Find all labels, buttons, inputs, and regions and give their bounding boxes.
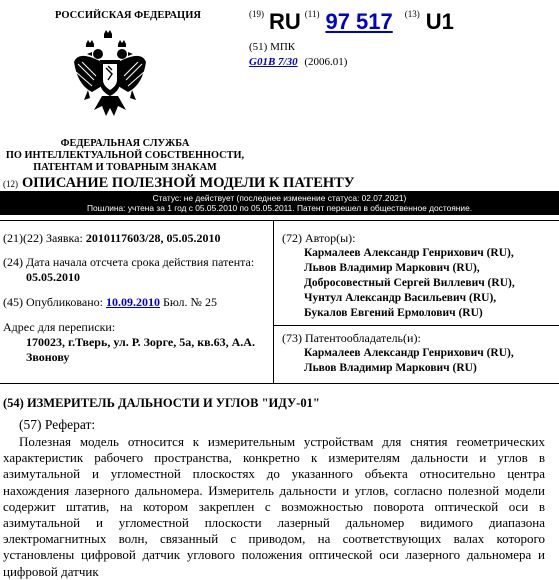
abstract-text: Полезная модель относится к измерительным устройствам для снятия геометрических характеристик рабочего пространства, конкретно к измерителям дальности и углов в азимутальной и угломестной плоскостях до указанного объекта относительно центра нахождения лазерного дальномера. Измеритель дальности и углов, согласно полезной модели содержит штатив, на котором закреплен с возможностью поворота оптической оси в азимутальной и угломестной плоскости лазерный дальномер видимого диапазона электромагнитных волн, связанный с приводом, на соответствующих валах которого установлены цифровой датчик углового положения оптической оси лазерного дальномера и цифровой датчик bbox=[3, 434, 545, 579]
address-line: 170023, г.Тверь, ул. Р. Зорге, 5а, кв.63, А.А. bbox=[26, 335, 255, 349]
ipc-label: (51) МПК bbox=[249, 41, 296, 53]
author-name: Чунтул Александр Васильевич (RU), bbox=[304, 292, 497, 304]
address-label: Адрес для переписки: bbox=[3, 320, 116, 334]
document-title: (12) ОПИСАНИЕ ПОЛЕЗНОЙ МОДЕЛИ К ПАТЕНТУ bbox=[3, 175, 355, 191]
divider bbox=[0, 383, 559, 384]
patent-number-link[interactable]: 97 517 bbox=[325, 9, 393, 34]
author-name: Добросовестный Сергей Виллевич (RU), bbox=[304, 277, 515, 289]
country-name: РОССИЙСКАЯ ФЕДЕРАЦИЯ bbox=[55, 10, 201, 21]
divider bbox=[0, 220, 559, 221]
invention-title: (54) ИЗМЕРИТЕЛЬ ДАЛЬНОСТИ И УГЛОВ "ИДУ-01" bbox=[3, 396, 320, 410]
address-line: Звонову bbox=[26, 350, 70, 364]
column-divider bbox=[273, 220, 274, 383]
owner-name: Львов Владимир Маркович (RU) bbox=[304, 362, 477, 374]
ipc-classification: G01B 7/30 (2006.01) bbox=[249, 56, 348, 68]
owners-list bbox=[304, 346, 514, 376]
author-name: Букалов Евгений Ермолович (RU) bbox=[304, 307, 483, 319]
document-kind: U1 bbox=[425, 9, 454, 34]
authors-label: (72) Автор(ы): bbox=[282, 231, 356, 245]
owners-label: (73) Патентообладатель(и): bbox=[282, 331, 421, 345]
country-code: RU bbox=[269, 9, 301, 34]
application-field: (21)(22) Заявка: 2010117603/28, 05.05.2010 bbox=[3, 231, 221, 245]
owner-name: Кармалеев Александр Генрихович (RU), bbox=[304, 347, 514, 359]
coat-of-arms-emblem bbox=[72, 28, 148, 124]
divider bbox=[273, 325, 559, 326]
fee-line: Пошлина: учтена за 1 год с 05.05.2010 по 05.05.2011. Патент перешел в общественное достояние. bbox=[86, 203, 473, 213]
ipc-class-link[interactable]: G01B 7/30 bbox=[249, 56, 298, 68]
start-date-value: 05.05.2010 bbox=[26, 270, 80, 284]
publication-date-link[interactable]: 10.09.2010 bbox=[105, 295, 160, 309]
publication-field: (45) Опубликовано: 10.09.2010 Бюл. № 25 bbox=[3, 295, 217, 309]
status-bar bbox=[0, 191, 559, 215]
author-name: Кармалеев Александр Генрихович (RU), bbox=[304, 247, 514, 259]
abstract-label: (57) Реферат: bbox=[19, 417, 96, 432]
patent-number-block: $^{(19)}$ RU $^{(11)}$ 97 517 $^{(13)}$ U1 bbox=[249, 9, 454, 34]
agency-name: ФЕДЕРАЛЬНАЯ СЛУЖБА ПО ИНТЕЛЛЕКТУАЛЬНОЙ СОБСТВЕННОСТИ, ПАТЕНТАМ И ТОВАРНЫМ ЗНАКАМ bbox=[5, 138, 245, 173]
author-name: Львов Владимир Маркович (RU), bbox=[304, 262, 480, 274]
start-date-label: (24) Дата начала отсчета срока действия патента: bbox=[3, 255, 255, 269]
authors-list bbox=[304, 246, 515, 321]
status-line: Статус: не действует (последнее изменение статуса: 02.07.2021) bbox=[152, 193, 407, 203]
